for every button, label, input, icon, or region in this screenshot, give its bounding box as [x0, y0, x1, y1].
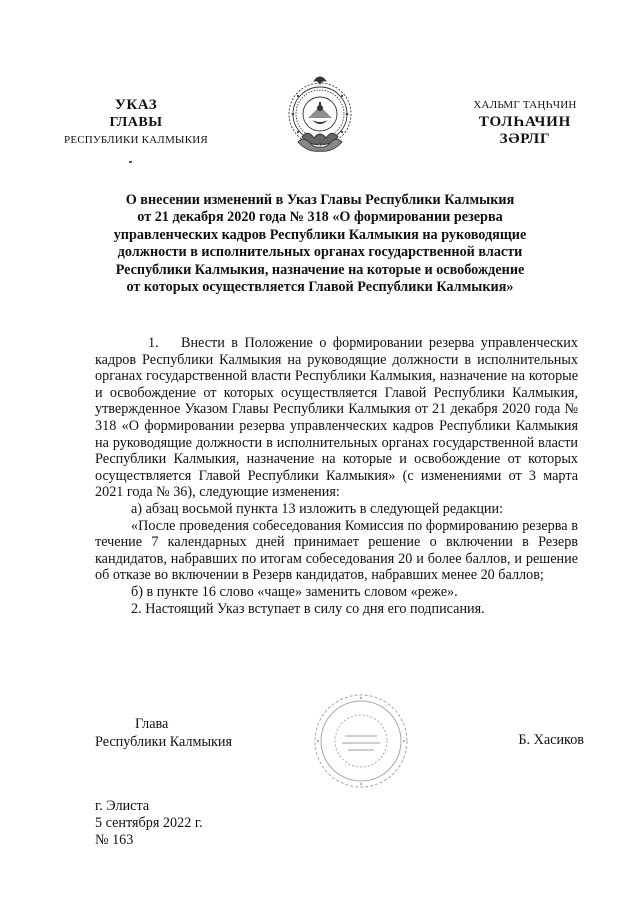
header-left-line2: ГЛАВЫ — [109, 115, 163, 130]
header-right-line2: ТОЛҺАЧИН — [478, 114, 572, 130]
header-left-line3: РЕСПУБЛИКИ КАЛМЫКИЯ — [64, 134, 208, 146]
title-line: от 21 декабря 2020 года № 318 «О формировании резерва — [137, 209, 503, 226]
decree-title — [100, 192, 540, 296]
signatory-position-line2: Республики Калмыкия — [95, 734, 233, 750]
signatory-position-line1: Глава — [135, 716, 169, 732]
header-right-line1: ХАЛЬМГ ТАҢҺЧИН — [473, 99, 577, 111]
sub-item-b: б) в пункте 16 слово «чаще» заменить словом «реже». — [131, 583, 458, 600]
header-right-block — [450, 97, 600, 148]
title-line: О внесении изменений в Указ Главы Республики Калмыкия — [125, 192, 515, 208]
title-line: управленческих кадров Республики Калмыкия на руководящие — [113, 226, 527, 243]
item-1-number: 1. — [148, 335, 159, 351]
signatory-position — [95, 715, 295, 751]
header-right-line3: ЗӘРЛГ — [499, 131, 551, 147]
quoted-amendment: «После проведения собеседования Комиссия по формированию резерва в течение 7 календарных дней принимает решение о включении в Резерв кандидатов, набравших по итогам собеседования 20 и более баллов, и решение об отказе во включении в Резерв кандидатов, набравших менее 20 баллов; — [95, 517, 578, 584]
header-left-line1: УКАЗ — [114, 97, 158, 113]
item-1-text: Внести в Положение о формировании резерва управленческих кадров Республики Калмыкия на руководящие должности в исполнительных органах государственной власти Республики Калмыкия, назначение на которые и освобождение от которых осуществляется Главой Республики Калмыкия, утвержденное Указом Главы Республики Калмыкия от 21 декабря 2020 года № 318 «О формировании резерва управленческих кадров Республики Калмыкия на руководящие должности в исполнительных органах государственной власти Республики Калмыкия, назначение на которые и освобождение от которых осуществляется Главой Республики Калмыкия» (с изменениями от 3 марта 2021 года № 36), следующие изменения: — [95, 335, 578, 501]
date-of-issue: 5 сентября 2022 г. — [95, 815, 203, 831]
title-line: должности в исполнительных органах государственной власти — [117, 244, 523, 261]
decree-number: № 163 — [95, 832, 134, 848]
sub-item-a: а) абзац восьмой пункта 13 изложить в следующей редакции: — [131, 500, 504, 517]
title-line: Республики Калмыкия, назначение на которые и освобождение — [115, 261, 525, 278]
decree-body — [95, 335, 578, 617]
separator-mark — [129, 161, 132, 163]
official-stamp-icon — [312, 692, 410, 790]
signatory-name: Б. Хасиков — [518, 732, 584, 748]
header-left-block — [58, 97, 214, 149]
place-of-issue: г. Элиста — [95, 798, 150, 814]
item-2-paragraph: 2. Настоящий Указ вступает в силу со дня его подписания. — [131, 600, 485, 617]
item-1-paragraph — [95, 335, 578, 501]
republic-of-kalmykia-emblem-icon — [284, 74, 356, 158]
title-line: от которых осуществляется Главой Республики Калмыкия» — [126, 279, 514, 296]
decree-footer — [95, 798, 295, 849]
